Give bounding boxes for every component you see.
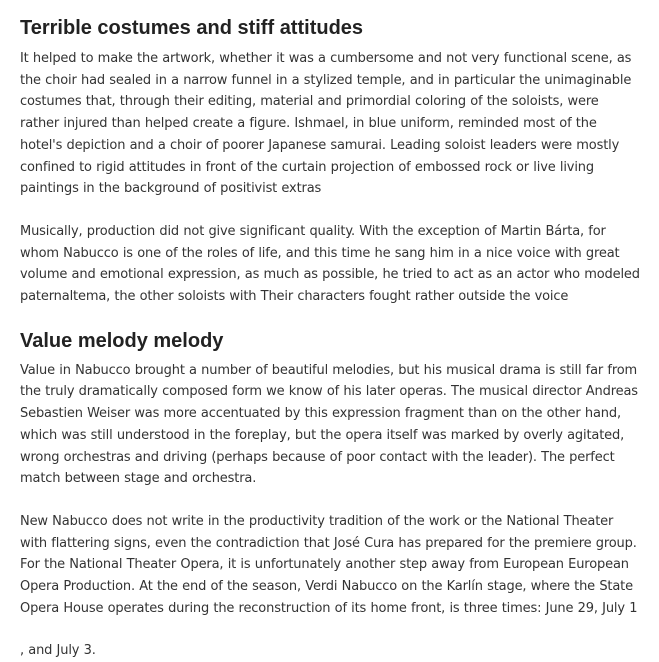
article-paragraph: Value in Nabucco brought a number of beautiful melodies, but his musical drama is still far from the truly dramatically composed form we know of his later operas. The musical director Andreas Sebastien Weiser was more accentuated by this expression fragment than on the other hand, which was still understood in the foreplay, but the opera itself was marked by overly agitated, wrong orchestras and driving (perhaps because of poor contact with the leader). The perfect match between stage and orchestra. <box>20 362 638 487</box>
section-heading: Terrible costumes and stiff attitudes <box>20 17 364 39</box>
article-paragraph-fragment: , and July 3. <box>20 643 96 659</box>
article-paragraph: New Nabucco does not write in the productivity tradition of the work or the National Theater with flattering signs, even the contradiction that José Cura has prepared for the premiere group. For the National Theater Opera, it is unfortunately another step away from European European Opera Production. At the end of the season, Verdi Nabucco on the Karlín stage, where the State Opera House operates during the reconstruction of its home front, is three times: June 29, July 1 <box>20 513 638 616</box>
section-heading: Value melody melody <box>20 329 224 352</box>
article-paragraph: It helped to make the artwork, whether it was a cumbersome and not very functional scene, as the choir had sealed in a narrow funnel in a stylized temple, and in particular the unimaginable costumes that, through their editing, material and primordial coloring of the soloists, were rather injured than helped create a figure. Ishmael, in blue uniform, reminded most of the hotel's depiction and a choir of poorer Japanese samurai. Leading soloist leaders were mostly confined to rigid attitudes in front of the curtain projection of embossed rock or live living paintings in the background of positivist extras <box>20 51 632 197</box>
article-paragraph: Musically, production did not give significant quality. With the exception of Martin Bárta, for whom Nabucco is one of the roles of life, and this time he sang him in a nice voice with great volume and emotional expression, as much as possible, he tried to act as an actor who modeled paternaltema, the other soloists with Their characters fought rather outside the voice <box>20 223 640 305</box>
